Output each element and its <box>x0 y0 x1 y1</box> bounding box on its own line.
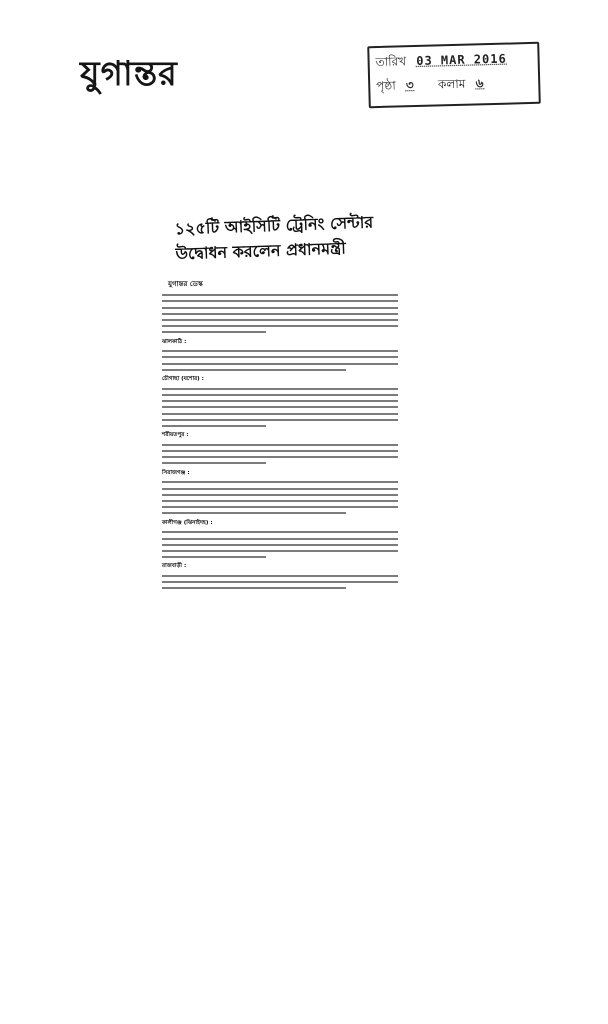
headline-line-2: উদ্বোধন করলেন প্রধানমন্ত্রী <box>175 238 347 264</box>
stamp-date-label: তারিখ <box>375 54 407 70</box>
paragraph-dateline: শরীয়তপুর : <box>162 432 189 439</box>
stamp-page-label: পৃষ্ঠা <box>376 78 396 94</box>
article-paragraph <box>162 469 398 515</box>
newspaper-masthead: যুগান্তর <box>80 54 178 94</box>
article-paragraph <box>162 375 398 427</box>
article-headline <box>158 210 404 268</box>
stamp-page-row <box>376 75 485 98</box>
article-body <box>158 294 404 589</box>
paragraph-dateline: রাজবাড়ী : <box>162 563 187 570</box>
article-intro-paragraph <box>162 294 398 333</box>
article-byline: যুগান্তর ডেস্ক <box>168 280 203 288</box>
stamp-date-value: 03 MAR 2016 <box>416 51 507 68</box>
paragraph-dateline: সিরাজগঞ্জ : <box>162 469 190 476</box>
paragraph-dateline: চৌগাছা (যশোর) : <box>162 376 204 383</box>
article-paragraph <box>162 562 398 589</box>
paragraph-dateline: কালীগঞ্জ (ঝিনাইদহ) : <box>162 519 213 526</box>
archive-stamp <box>367 42 541 108</box>
article-paragraph <box>162 431 398 464</box>
stamp-page-value: ৩ <box>405 78 415 93</box>
stamp-column-value: ৬ <box>475 76 485 91</box>
paragraph-dateline: ঝালকাঠি : <box>162 338 187 345</box>
stamp-date-row <box>375 51 507 74</box>
headline-line-1: ১২৫টি আইসিটি ট্রেনিং সেন্টার <box>174 212 374 239</box>
article-clipping <box>158 210 404 636</box>
article-paragraph <box>162 338 398 371</box>
article-paragraph <box>162 519 398 559</box>
stamp-column-label: কলাম <box>437 76 466 92</box>
